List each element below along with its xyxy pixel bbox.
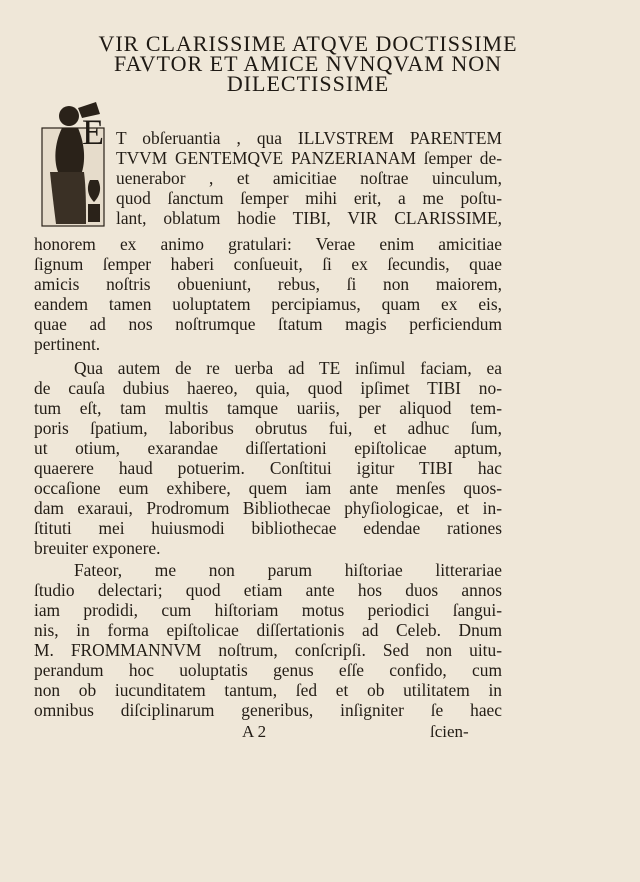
text-line: quaerere haud potuerim. Conſtitui igitur TIBI hac [34,458,502,478]
decorated-initial-with-figure-icon [34,100,114,232]
dedication-heading-line-1: VIR CLARISSIME ATQVE DOCTISSIME [98,31,518,56]
text-line: pertinent. [34,334,101,354]
text-line: occaſione eum exhibere, quem iam ante menſes quos- [34,478,502,498]
text-line: uenerabor , et amicitiae noſtrae uinculum, [116,168,502,188]
text-line: quod ſanctum ſemper mihi erit, a me poſtu- [116,188,502,208]
text-line: iam prodidi, cum hiſtoriam motus periodici ſangui- [34,600,502,620]
dedication-heading-line-3: DILECTISSIME [226,71,390,96]
text-line: Qua autem de re uerba ad TE inſimul faciam, ea [74,358,502,378]
text-line: TVVM GENTEMQVE PANZERIANAM ſemper de- [116,148,502,168]
initial-letter: E [82,112,104,152]
text-line: de cauſa dubius haereo, quia, quod ipſimet TIBI no- [34,378,502,398]
text-line: ſtudio delectari; quod etiam ante hos duos annos [34,580,502,600]
text-line: poris ſpatium, laboribus obrutus fui, et adhuc ſum, [34,418,502,438]
text-line: ſtituti mei huiusmodi bibliothecae edendae rationes [34,518,502,538]
text-line: amicis noſtris obueniunt, rebus, ſi non maiorem, [34,274,502,294]
text-line: nis, in forma epiſtolicae diſſertationis ad Celeb. Dnum [34,620,502,640]
text-line: breuiter exponere. [34,538,161,558]
catchword: ſcien- [430,722,469,741]
text-line: Fateor, me non parum hiſtoriae litterariae [74,560,502,580]
text-line: ut otium, exarandae diſſertationi epiſtolicae aptum, [34,438,502,458]
text-line: T obſeruantia , qua ILLVSTREM PARENTEM [116,128,502,148]
dedication-heading-line-2: FAVTOR ET AMICE NVNQVAM NON [113,51,502,76]
text-line: ſignum ſemper haberi conſueuit, ſi ex ſecundis, quae [34,254,502,274]
signature-mark: A 2 [242,722,267,741]
text-line: honorem ex animo gratulari: Verae enim amicitiae [34,234,502,254]
text-line: eandem tamen uoluptatem percipiamus, quam ex eis, [34,294,502,314]
text-line: non ob iucunditatem tantum, ſed et ob utilitatem in [34,680,502,700]
text-line: quae ad nos noſtrumque ſtatum magis perficiendum [34,314,502,334]
text-line: omnibus diſciplinarum generibus, inſigniter ſe haec [34,700,502,720]
text-line: tum eſt, tam multis tamque uariis, per aliquod tem- [34,398,502,418]
text-line: dam exaraui, Prodromum Bibliothecae phyſiologicae, et in- [34,498,502,518]
text-line: M. FROMMANNVM noſtrum, conſcripſi. Sed non uitu- [34,640,502,660]
text-line: perandum hoc uoluptatis genus eſſe confido, cum [34,660,502,680]
text-line: lant, oblatum hodie TIBI, VIR CLARISSIME, [116,208,502,228]
